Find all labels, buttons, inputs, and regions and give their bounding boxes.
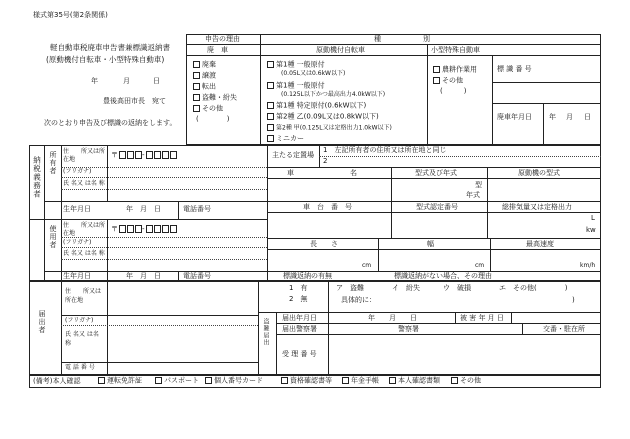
checkbox-icon[interactable] — [193, 61, 200, 68]
moped-kind-5[interactable] — [267, 124, 392, 132]
no-return-detail-label: 具体的に： — [341, 296, 376, 304]
special-other-label: その他 — [442, 76, 463, 85]
main-table — [29, 145, 601, 281]
reason-transfer-label: 譲渡 — [202, 71, 216, 80]
frame-number-header: 車 台 番 号 — [303, 203, 352, 211]
reason-header: 申告の理由 — [205, 35, 240, 43]
taxpayer-kana-label: (フリガナ) — [63, 168, 92, 175]
reason-scrap-label: 廃棄 — [202, 60, 216, 69]
vehicle-car-header: 車 — [287, 169, 294, 177]
displacement-header: 総排気量又は定格出力 — [502, 203, 572, 211]
moped-kind-1[interactable] — [267, 61, 325, 69]
checkbox-icon[interactable] — [451, 377, 458, 384]
filer-phone-label: 電 話 番 号 — [65, 364, 95, 371]
taxpayer-birth-label: 生年月日 — [63, 205, 91, 213]
checkbox-icon[interactable] — [267, 113, 274, 120]
id-mynumber-label: 個人番号カード — [214, 376, 263, 385]
moped-kind-4[interactable] — [267, 113, 379, 121]
moped-kind-1-spec: (0.05L又は0.6kW以下) — [281, 70, 346, 77]
id-docs-label: 本人確認書類 — [398, 376, 440, 385]
checkbox-icon[interactable] — [193, 105, 200, 112]
user-birth-value[interactable]: 年 月 日 — [126, 272, 161, 280]
id-qualification[interactable] — [281, 377, 332, 385]
checkbox-icon[interactable] — [267, 82, 274, 89]
koban-value[interactable]: 交番・駐在所 — [543, 325, 585, 333]
theft-section-label: 盗難届出 — [262, 318, 269, 346]
checkbox-icon[interactable] — [98, 377, 105, 384]
moped-kind-2[interactable] — [267, 82, 325, 90]
no-return-reason-label: 標識返納がない場合、その理由 — [394, 272, 492, 280]
damage-date-label: 被 害 年 月 日 — [460, 314, 504, 322]
reason-scrap[interactable] — [193, 61, 216, 69]
top-table — [186, 34, 601, 145]
taxpayer-owner-label: 所有者 — [49, 151, 57, 175]
form-title: 軽自動車税廃車申告書兼標識返納書 — [50, 43, 170, 52]
postal-prefix: 〒 — [111, 151, 118, 159]
scrap-date-label: 廃車年月日 — [497, 113, 532, 121]
user-section-label: 使用者 — [49, 225, 57, 249]
type-unit: 型 — [475, 181, 482, 189]
reason-other[interactable] — [193, 105, 223, 113]
statement: 次のとおり申告及び標識の返納をします。 — [44, 119, 177, 127]
unit-kmh: km/h — [580, 262, 596, 269]
no-return-theft[interactable]: ア 盗難 — [336, 284, 364, 292]
return-yes-option[interactable]: 1 有 — [289, 284, 308, 292]
id-other-label: その他 — [460, 376, 481, 385]
filer-address-label: 住 所又は所在地 — [65, 288, 102, 304]
unit-kw: kw — [586, 226, 596, 234]
unit-l: L — [591, 214, 595, 222]
user-address-label: 住 所又は所在地 — [63, 222, 106, 237]
no-return-detail-close: ) — [572, 296, 575, 304]
date-month: 月 — [123, 77, 130, 85]
no-return-lost[interactable]: イ 紛失 — [392, 284, 420, 292]
vehicle-name-header: 名 — [350, 169, 357, 177]
moped-kind-3[interactable] — [267, 102, 366, 110]
reason-other-label: その他 — [202, 104, 223, 113]
checkbox-icon[interactable] — [193, 72, 200, 79]
plate-return-label: 標識返納の有無 — [283, 272, 332, 280]
form-subtitle: (原動機付自転車・小型特殊自動車) — [46, 55, 165, 64]
checkbox-icon[interactable] — [267, 61, 274, 68]
special-other[interactable] — [433, 77, 463, 85]
storage-option-1[interactable]: 1 左記所有者の住所又は所在地と同じ — [323, 146, 447, 154]
taxpayer-address-label: 住 所又は所在地 — [63, 148, 106, 163]
user-postal[interactable]: 〒 - — [111, 225, 177, 233]
checkbox-icon[interactable] — [342, 377, 349, 384]
id-mynumber[interactable] — [205, 377, 263, 385]
moped-kind-2-spec: (0.125L以下かつ最高出力4.0kW以下) — [281, 91, 386, 98]
scrap-day: 日 — [584, 113, 591, 121]
return-no-option[interactable]: 2 無 — [289, 295, 308, 303]
police-station-value[interactable]: 警察署 — [398, 325, 419, 333]
moped-kind-5-label: 第2種 甲(0.125L又は定格出力1.0kW以下) — [276, 124, 392, 132]
reason-theft[interactable] — [193, 94, 237, 102]
no-return-other[interactable]: エ その他( ) — [499, 284, 568, 292]
filer-kana-label: (フリガナ) — [65, 317, 94, 324]
special-agri[interactable] — [433, 66, 477, 74]
storage-option-2[interactable]: 2 — [323, 157, 328, 165]
form-number: 様式第35号(第2条関係) — [33, 11, 108, 19]
certified-number-header: 型式認定番号 — [416, 203, 458, 211]
id-pension-label: 年金手帳 — [351, 376, 379, 385]
id-docs[interactable] — [389, 377, 440, 385]
addressee: 豊後高田市長 宛て — [103, 97, 166, 105]
checkbox-icon[interactable] — [155, 377, 162, 384]
special-header: 小型特殊自動車 — [431, 46, 480, 54]
checkbox-icon[interactable] — [389, 377, 396, 384]
engine-type-header: 原動機の型式 — [518, 169, 560, 177]
checkbox-icon[interactable] — [193, 83, 200, 90]
reason-moveout[interactable] — [193, 83, 216, 91]
reason-theft-label: 盗難・紛失 — [202, 93, 237, 102]
taxpayer-section-label: 納税義務者 — [32, 156, 42, 199]
id-license[interactable] — [98, 377, 142, 385]
id-pension[interactable] — [342, 377, 379, 385]
user-birth-label: 生年月日 — [63, 272, 91, 280]
user-kana-label: (フリガナ) — [63, 239, 92, 246]
filer-section-label: 届出者 — [38, 310, 46, 334]
theft-report-date-value[interactable]: 年 月 日 — [368, 314, 417, 322]
id-license-label: 運転免許証 — [107, 376, 142, 385]
reason-subheader: 廃 車 — [207, 46, 228, 54]
checkbox-icon[interactable] — [267, 135, 274, 142]
special-agri-label: 農耕作業用 — [442, 65, 477, 74]
moped-kind-2-label: 第1種 一般原付 — [276, 81, 325, 90]
moped-kind-6[interactable] — [267, 135, 304, 143]
moped-kind-1-label: 第1種 一般原付 — [276, 60, 325, 69]
remarks-label: (備考)本人確認 — [33, 377, 81, 385]
police-station-label: 届出警察署 — [282, 325, 317, 333]
user-phone-label: 電話番号 — [183, 272, 211, 280]
reason-other-paren[interactable]: ( ) — [196, 115, 230, 123]
moped-kind-6-label: ミニカー — [276, 134, 304, 143]
max-speed-header: 最高速度 — [526, 240, 554, 248]
moped-header: 原動機付自転車 — [316, 46, 365, 54]
user-name-label: 氏 名又 は名 称 — [63, 250, 105, 257]
unit-cm-width: cm — [475, 262, 485, 269]
no-return-damaged[interactable]: ウ 破損 — [443, 284, 471, 292]
theft-report-date-label: 届出年月日 — [282, 314, 317, 322]
receipt-number-label: 受 理 番 号 — [282, 350, 317, 358]
checkbox-icon[interactable] — [281, 377, 288, 384]
storage-label: 主たる定置場 — [272, 151, 314, 159]
date-day: 日 — [153, 77, 160, 85]
special-paren[interactable]: ( ) — [440, 87, 467, 95]
reason-moveout-label: 転出 — [202, 82, 216, 91]
id-qualification-label: 資格確認書等 — [290, 376, 332, 385]
date-year: 年 — [91, 77, 98, 85]
filer-name-label: 氏 名又 は名 称 — [65, 331, 99, 347]
plate-number-label: 標 識 番 号 — [497, 65, 532, 73]
taxpayer-name-label: 氏 名又 は名 称 — [63, 180, 105, 187]
unit-cm-length: cm — [362, 262, 372, 269]
checkbox-icon[interactable] — [267, 102, 274, 109]
taxpayer-phone-label: 電話番号 — [183, 205, 211, 213]
id-passport[interactable] — [155, 377, 199, 385]
year-unit: 年式 — [466, 191, 480, 199]
model-year-header: 型式及び年式 — [415, 169, 457, 177]
taxpayer-postal[interactable]: 〒 - — [111, 151, 177, 159]
checkbox-icon[interactable] — [433, 77, 440, 84]
checkbox-icon[interactable] — [433, 66, 440, 73]
moped-kind-4-label: 第2種 乙(0.09L又は0.8kW以下) — [276, 112, 379, 121]
checkbox-icon[interactable] — [193, 94, 200, 101]
width-header: 幅 — [427, 240, 434, 248]
kind-header: 種 別 — [374, 35, 430, 43]
checkbox-icon[interactable] — [267, 124, 274, 131]
reason-transfer[interactable] — [193, 72, 216, 80]
checkbox-icon[interactable] — [205, 377, 212, 384]
postal-prefix: 〒 — [111, 225, 118, 233]
length-header: 長 さ — [310, 240, 338, 248]
taxpayer-birth-value[interactable]: 年 月 日 — [126, 205, 161, 213]
scrap-month: 月 — [566, 113, 573, 121]
id-other[interactable] — [451, 377, 481, 385]
id-passport-label: パスポート — [164, 376, 199, 385]
moped-kind-3-label: 第1種 特定原付(0.6kW以下) — [276, 101, 367, 110]
scrap-year: 年 — [549, 113, 556, 121]
